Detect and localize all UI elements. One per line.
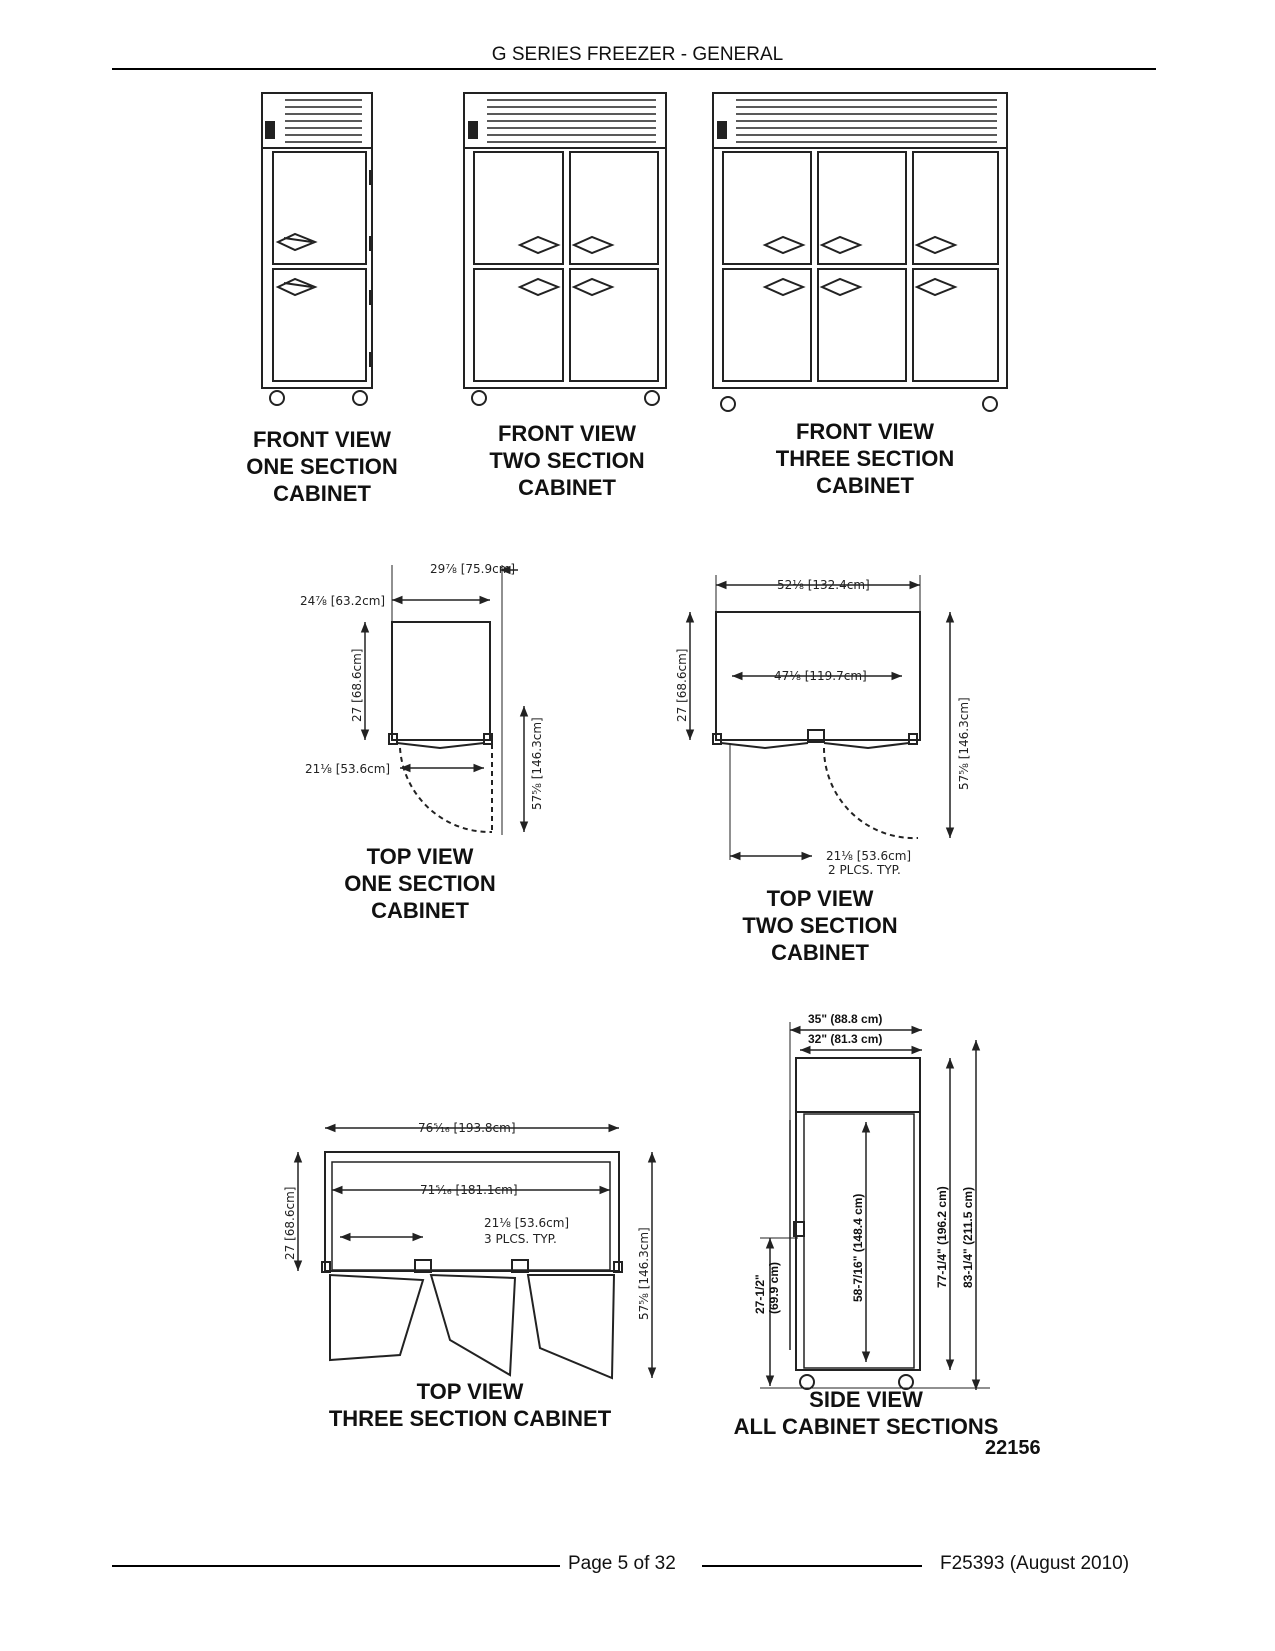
page-header-title: G SERIES FREEZER - GENERAL [491,44,784,65]
dim-side-cabinet-depth: 32" (81.3 cm) [808,1032,883,1046]
dim-side-overall-height: 83-1/4" (211.5 cm) [961,1186,975,1288]
front-view-three-section [713,93,1007,411]
dim-top3-overall-width: 76⁵⁄₁₆ [193.8cm] [418,1121,516,1135]
side-view-all-sections [760,1022,990,1390]
dim-top3-door-swing: 21⅛ [53.6cm] [484,1216,570,1230]
dim-top2-door-swing: 21⅛ [53.6cm] [826,849,912,863]
caption-top-three: TOP VIEW THREE SECTION CABINET [328,1379,612,1431]
dim-side-overall-depth: 35" (88.8 cm) [808,1012,883,1026]
dim-top3-inner-width: 71⁵⁄₁₆ [181.1cm] [420,1183,518,1197]
top-view-two-section [690,575,950,860]
dim-top3-door-note: 3 PLCS. TYP. [484,1232,557,1246]
caption-side: SIDE VIEW ALL CABINET SECTIONS [733,1387,999,1439]
caption-front-two: FRONT VIEW TWO SECTION CABINET [489,421,645,500]
dim-side-latch-height: 27-1/2" [753,1274,767,1314]
dim-top1-inner-width: 24⅞ [63.2cm] [300,594,386,608]
dim-top3-overall-depth: 57⅝ [146.3cm] [637,1227,651,1320]
footer-page-number: Page 5 of 32 [568,1553,676,1574]
dim-top2-overall-depth: 57⅝ [146.3cm] [957,697,971,790]
dim-top2-door-note: 2 PLCS. TYP. [828,863,901,877]
footer-rule-right [702,1565,922,1567]
dim-top1-door-swing: 21⅛ [53.6cm] [305,762,391,776]
caption-top-two: TOP VIEW TWO SECTION CABINET [742,886,898,965]
dim-top1-overall-depth: 57⅝ [146.3cm] [530,717,544,810]
drawing-number: 22156 [985,1437,1041,1459]
dim-side-interior-height: 58-7/16" (148.4 cm) [851,1193,865,1302]
dim-top3-depth: 27 [68.6cm] [283,1186,297,1260]
dim-top1-overall-width: 29⅞ [75.9cm] [430,562,516,576]
dim-top2-inner-width: 47⅛ [119.7cm] [774,669,867,683]
dim-top2-depth: 27 [68.6cm] [675,648,689,722]
footer-document-id: F25393 (August 2010) [940,1553,1130,1574]
dim-side-cabinet-height: 77-1/4" (196.2 cm) [935,1186,949,1288]
front-view-one-section [262,93,372,405]
dim-top2-overall-width: 52⅛ [132.4cm] [777,578,870,592]
caption-front-three: FRONT VIEW THREE SECTION CABINET [775,419,955,498]
caption-front-one: FRONT VIEW ONE SECTION CABINET [246,427,398,506]
front-view-two-section [464,93,666,405]
top-view-one-section [365,565,524,835]
dim-top1-depth: 27 [68.6cm] [350,648,364,722]
top-view-three-section [298,1128,652,1378]
dim-side-latch-height-cm: (69.9 cm) [767,1261,781,1314]
caption-top-one: TOP VIEW ONE SECTION CABINET [344,844,496,923]
footer-rule-left [112,1565,560,1567]
